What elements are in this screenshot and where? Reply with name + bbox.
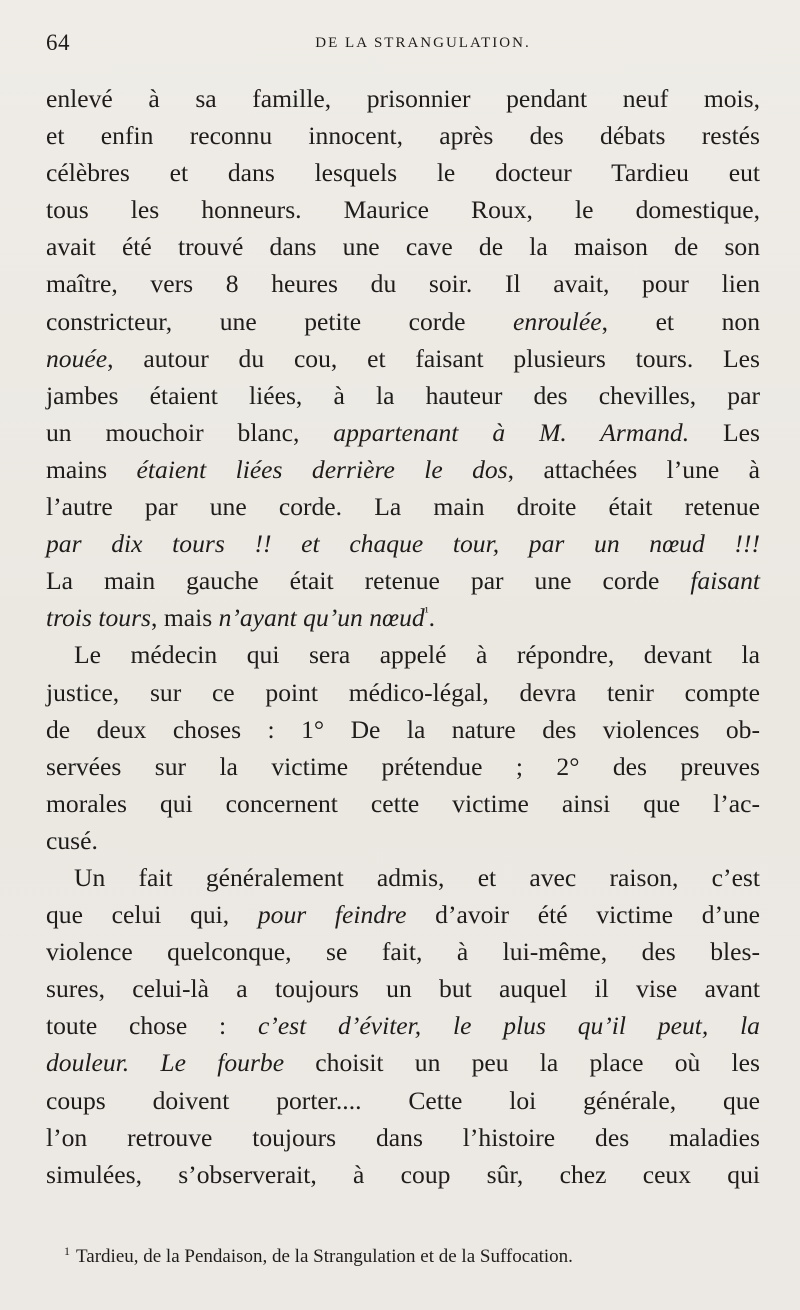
text-run: , autour du cou, et faisant plusieurs tours. Les (107, 343, 760, 373)
text-line (46, 933, 760, 970)
text-run: enlevé à sa famille, prisonnier pendant neuf mois, (46, 84, 760, 113)
text-line (46, 525, 760, 562)
text-line (46, 1082, 760, 1119)
text-line (46, 748, 760, 785)
text-line (46, 1007, 760, 1044)
text-run: d’avoir été victime d’une (406, 900, 760, 930)
text-line (46, 970, 760, 1007)
italic-text: trois tours (46, 603, 152, 633)
text-line (46, 1119, 760, 1156)
text-run: maître, vers 8 heures du soir. Il avait, pour lien (46, 269, 760, 299)
text-run: choisit un peu la place où les (284, 1048, 760, 1078)
text-run: , attachées l’une à (507, 454, 760, 484)
text-run: Les (689, 417, 761, 447)
text-run: célèbres et dans lesquels le docteur Tardieu eut (46, 158, 760, 188)
text-line (46, 1156, 760, 1193)
text-run: Le médecin qui sera appelé à répondre, devant la (74, 640, 760, 670)
italic-text: faisant (690, 566, 760, 596)
text-line (46, 414, 760, 451)
text-run: tous les honneurs. Maurice Roux, le domestique, (46, 195, 760, 225)
text-run: violence quelconque, se fait, à lui-même, des bles- (46, 937, 760, 967)
italic-text: par dix tours !! et chaque tour, par un nœud !!! (46, 529, 760, 559)
text-line (46, 636, 760, 673)
text-line (46, 711, 760, 748)
italic-text: enroulée (513, 306, 602, 336)
text-run: , mais (151, 603, 219, 633)
text-line (46, 859, 760, 896)
text-run: un mouchoir blanc, (46, 417, 334, 447)
text-line (46, 80, 760, 117)
italic-text: douleur. Le fourbe (46, 1048, 285, 1078)
page-header (46, 30, 760, 64)
text-line (46, 822, 760, 859)
text-run: toute chose : (46, 1011, 258, 1041)
text-line (46, 265, 760, 302)
text-run: sures, celui-là a toujours un but auquel il vise avant (46, 974, 760, 1004)
text-line (46, 154, 760, 191)
italic-text: étaient liées derrière le dos (136, 454, 508, 484)
text-line (46, 599, 760, 636)
text-run: mains (46, 454, 137, 484)
text-run: l’autre par une corde. La main droite était retenue (46, 492, 760, 522)
text-run: jambes étaient liées, à la hauteur des chevilles, par (46, 380, 760, 410)
text-run: avait été trouvé dans une cave de la maison de son (46, 232, 760, 262)
text-line (46, 785, 760, 822)
text-run: et enfin reconnu innocent, après des débats restés (46, 121, 760, 151)
text-run: que celui qui, (46, 900, 258, 930)
text-run: servées sur la victime prétendue ; 2° des preuves (46, 751, 760, 781)
text-line (46, 191, 760, 228)
running-head: DE LA STRANGULATION. (315, 35, 531, 51)
text-line (46, 117, 760, 154)
text-line (46, 340, 760, 377)
text-line (46, 896, 760, 933)
text-line (46, 488, 760, 525)
text-run: de deux choses : 1° De la nature des violences ob- (46, 714, 760, 744)
text-run: simulées, s’observerait, à coup sûr, chez ceux qui (46, 1159, 760, 1189)
text-line (46, 451, 760, 488)
text-run: morales qui concernent cette victime ainsi que l’ac- (46, 788, 760, 818)
text-line (46, 303, 760, 340)
text-line (46, 674, 760, 711)
italic-text: nouée (46, 343, 108, 373)
italic-text: appartenant à M. Armand. (333, 417, 690, 447)
text-run: , et non (601, 306, 760, 336)
text-line (46, 1044, 760, 1081)
text-run: Un fait généralement admis, et avec raison, c’est (74, 862, 760, 892)
text-run: justice, sur ce point médico-légal, devra tenir compte (46, 677, 760, 707)
text-run: constricteur, une petite corde (46, 306, 514, 336)
footnote (64, 1238, 764, 1270)
page-number: 64 (46, 30, 70, 55)
footnote-mark: 1 (64, 1244, 70, 1258)
text-line (46, 562, 760, 599)
text-line (46, 377, 760, 414)
text-run: l’on retrouve toujours dans l’histoire des maladies (46, 1122, 760, 1152)
italic-text: c’est d’éviter, le plus qu’il peut, la (257, 1011, 760, 1041)
text-run: coups doivent porter.... Cette loi générale, que (46, 1085, 760, 1115)
footnote-reference: ¹ (424, 604, 429, 620)
text-line (46, 228, 760, 265)
body-text (46, 80, 760, 1193)
italic-text: n’ayant qu’un nœud (218, 603, 425, 633)
text-run: La main gauche était retenue par une corde (46, 566, 691, 596)
text-run: . (428, 603, 436, 633)
italic-text: pour feindre (257, 900, 407, 930)
text-run: cusé. (46, 825, 98, 855)
footnote-text: Tardieu, de la Pendaison, de la Strangulation et de la Suffocation. (76, 1246, 573, 1267)
